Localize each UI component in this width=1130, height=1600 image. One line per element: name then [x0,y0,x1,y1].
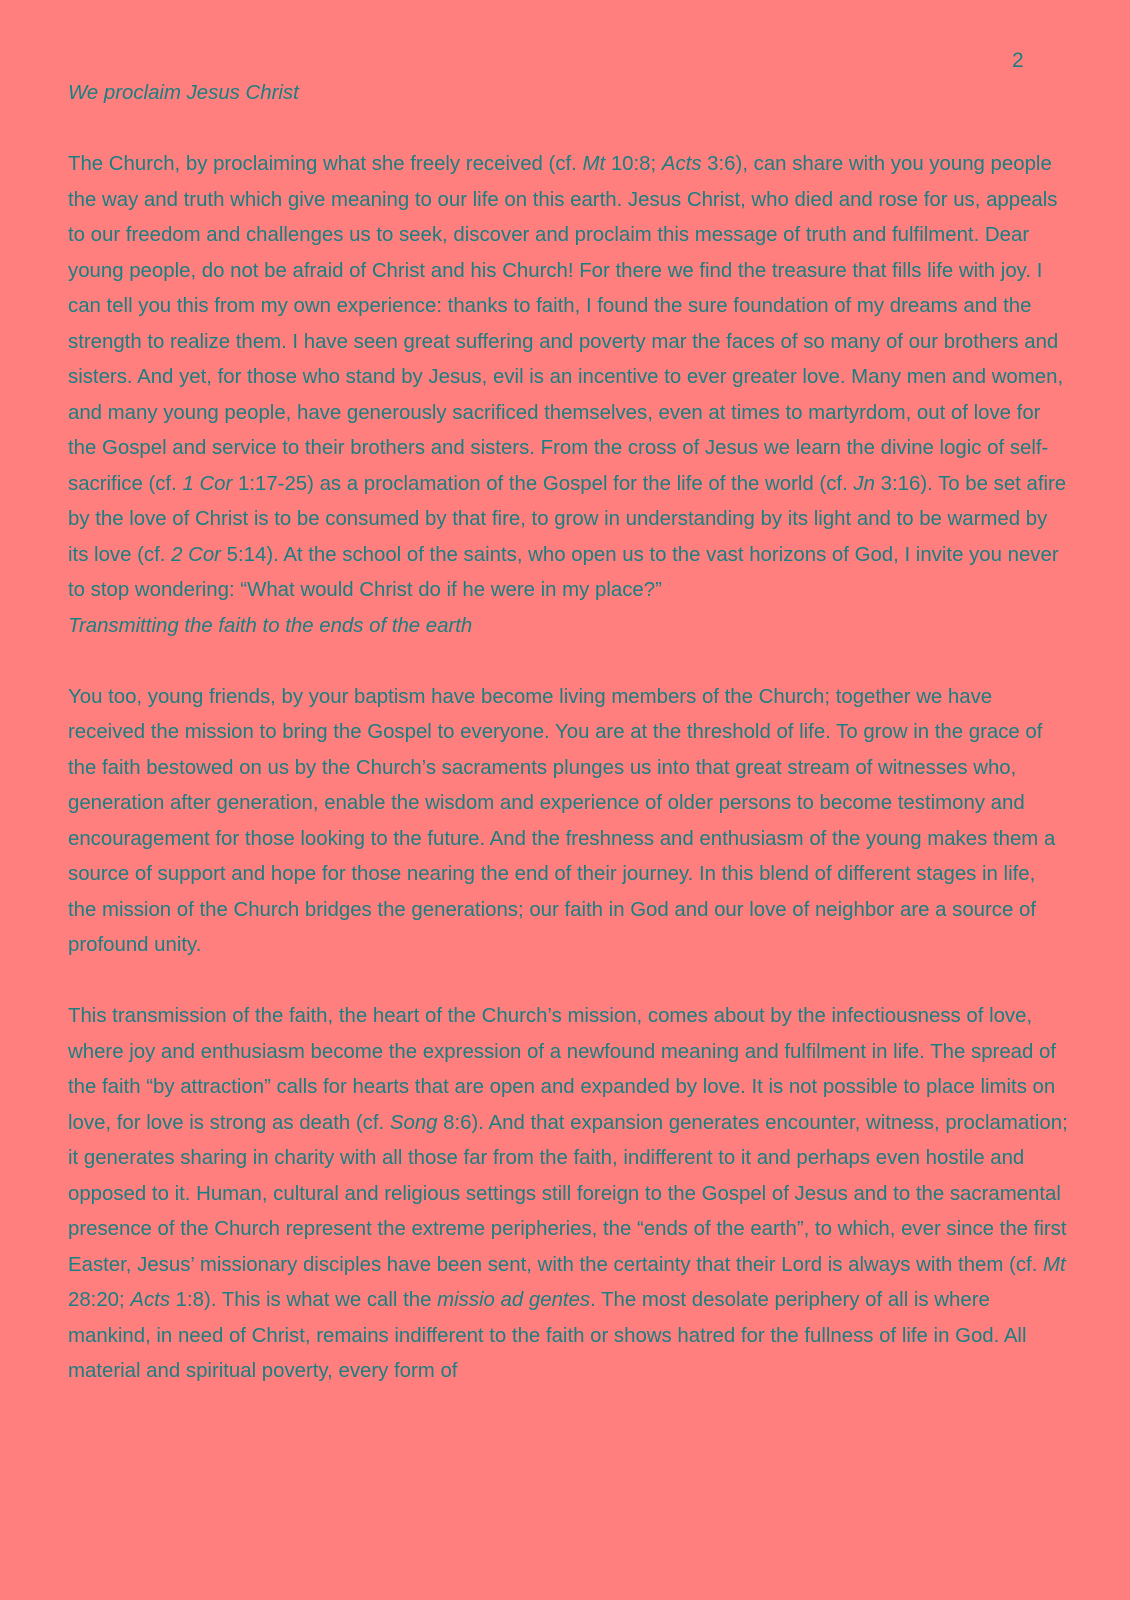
text-run: 3:6), can share with you young people the way and truth which give meaning to our life on this earth. Jesus Christ, who died and rose for us, appeals to our freedom and challenges us to seek, discover and proclaim this message of truth and fulfilment. Dear young people, do not be afraid of Christ and his Church! For there we find the treasure that fills life with joy. I can tell you this from my own experience: thanks to faith, I found the sure foundation of my dreams and the strength to realize them. I have seen great suffering and poverty mar the faces of so many of our brothers and sisters. And yet, for those who stand by Jesus, evil is an incentive to ever greater love. Many men and women, and many young people, have generously sacrificed themselves, even at times to martyrdom, out of love for the Gospel and service to their brothers and sisters. From the cross of Jesus we learn the divine logic of self-sacrifice (cf. [68,153,1064,495]
document-body [68,76,1068,1390]
italic-citation: Song [389,1111,438,1134]
italic-citation: Mt [582,153,606,175]
italic-citation: Acts [130,1289,171,1311]
italic-citation: 2 Cor [171,543,221,566]
section-transmitting [68,609,1068,1390]
text-run: 1:17-25) as a proclamation of the Gospel for the life of the world (cf. [232,472,854,495]
paragraph [68,147,1068,609]
page-number: 2 [1012,49,1024,72]
italic-citation: Jn [853,472,875,495]
text-run: 5:14). At the school of the saints, who open us to the vast horizons of God, I invite you never to stop wondering: “What would Christ do if he were in my place?” [68,543,1059,601]
italic-citation: Mt [1043,1253,1066,1276]
text-run: 28:20; [68,1289,131,1311]
section-heading: Transmitting the faith to the ends of the earth [68,614,473,637]
italic-citation: Acts [661,153,702,175]
text-run: . The most desolate periphery of all is where mankind, in need of Christ, remains indifferent to the faith or shows hatred for the fullness of life in God. All material and spiritual poverty, every form of [68,1289,1027,1382]
text-run: 8:6). And that expansion generates encounter, witness, proclamation; it generates sharing in charity with all those far from the faith, indifferent to it and perhaps even hostile and opposed to it. Human, cultural and religious settings still foreign to the Gospel of Jesus and to the sacramental presence of the Church represent the extreme peripheries, the “ends of the earth”, to which, ever since the first Easter, Jesus’ missionary disciples have been sent, with the certainty that their Lord is always with them (cf. [68,1111,1068,1276]
section-proclaim [68,76,1068,609]
section-heading: We proclaim Jesus Christ [68,82,299,104]
text-run: 10:8; [605,153,662,175]
text-run: 3:16). To be set afire by the love of Christ is to be consumed by that fire, to grow in understanding by its light and to be warmed by its love (cf. [68,472,1067,566]
italic-citation: missio ad gentes [437,1289,591,1311]
paragraph [68,680,1068,964]
italic-citation: 1 Cor [182,472,233,495]
text-run: The Church, by proclaiming what she freely received (cf. [68,153,583,175]
text-run: You too, young friends, by your baptism have become living members of the Church; together we have received the mission to bring the Gospel to everyone. You are at the threshold of life. To grow in the grace of the faith bestowed on us by the Church’s sacraments plunges us into that great stream of witnesses who, generation after generation, enable the wisdom and experience of older persons to become testimony and encouragement for those looking to the future. And the freshness and enthusiasm of the young makes them a source of support and hope for those nearing the end of their journey. In this blend of different stages in life, the mission of the Church bridges the generations; our faith in God and our love of neighbor are a source of profound unity. [68,685,1056,956]
text-run: 1:8). This is what we call the [170,1289,438,1311]
text-run: This transmission of the faith, the heart of the Church’s mission, comes about by the infectiousness of love, where joy and enthusiasm become the expression of a newfound meaning and fulfilment in life. The spread of the faith “by attraction” calls for hearts that are open and expanded by love. It is not possible to place limits on love, for love is strong as death (cf. [68,1005,1057,1134]
paragraph [68,999,1068,1390]
